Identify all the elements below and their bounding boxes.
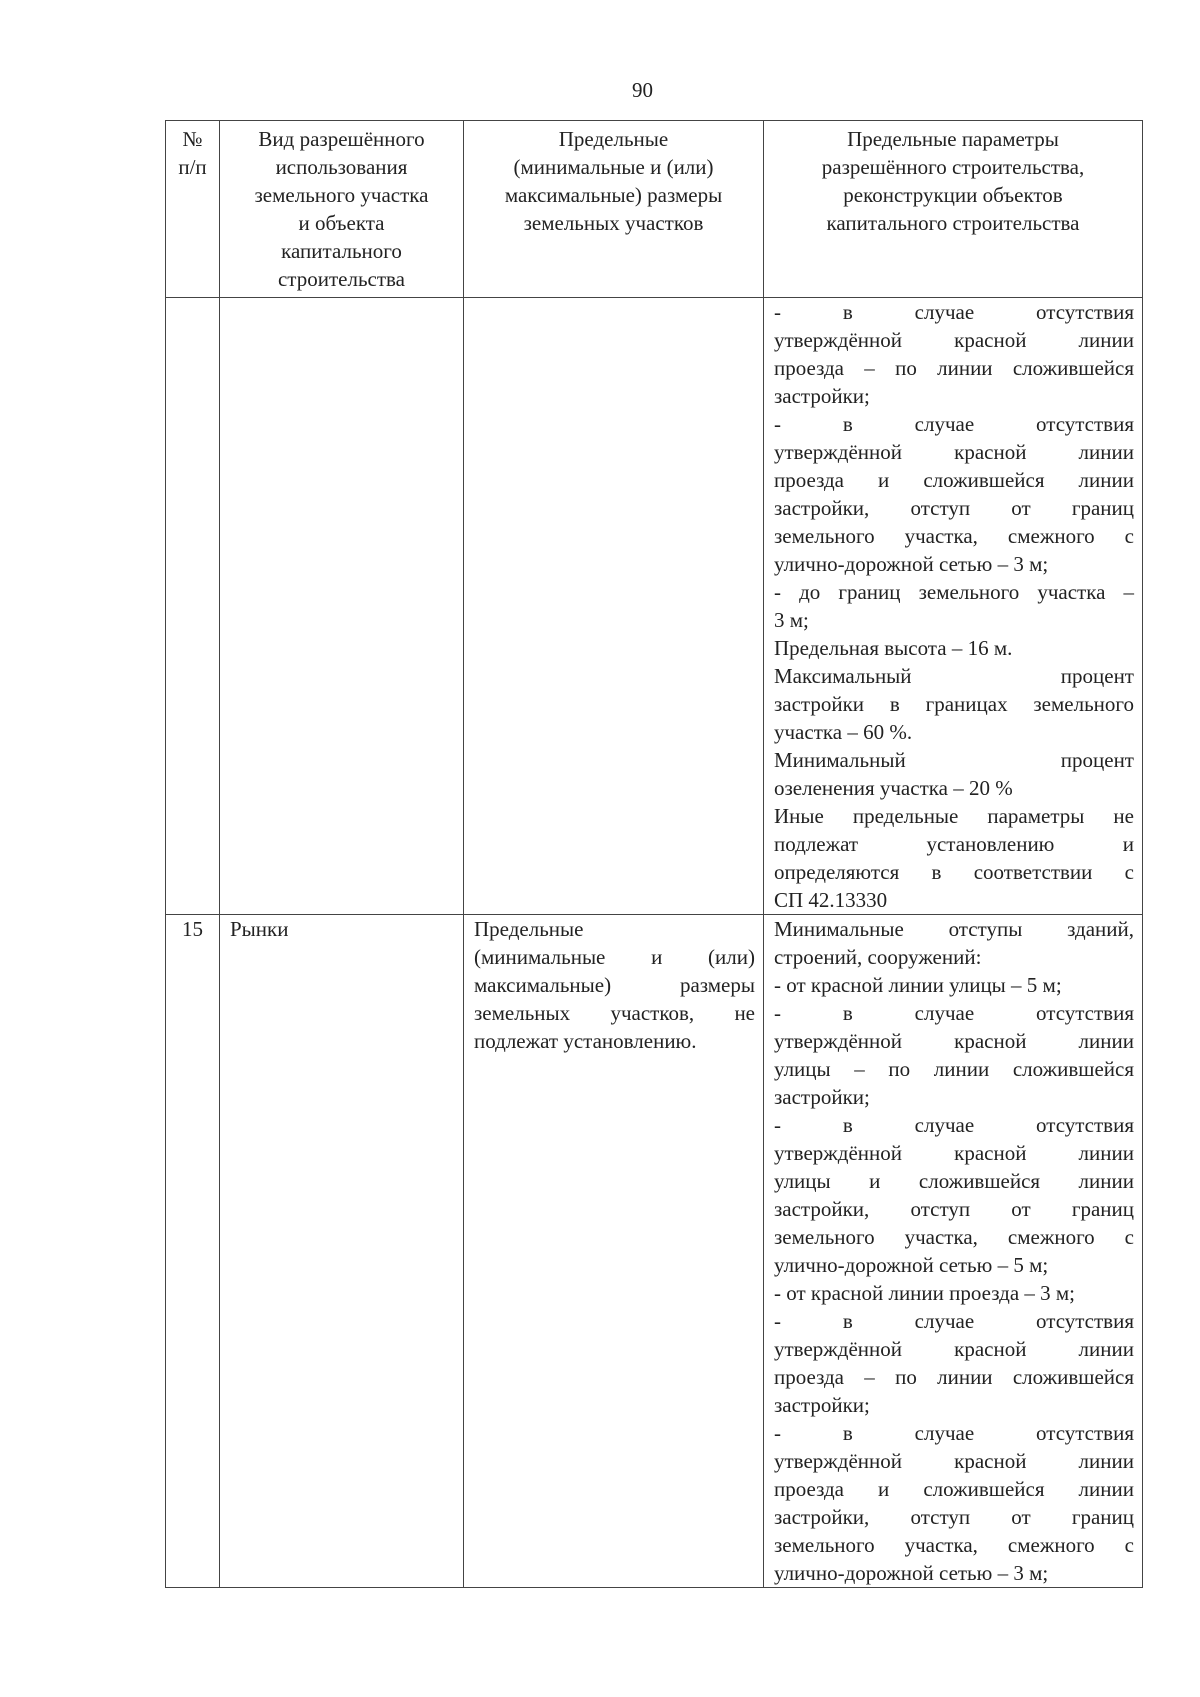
- size-text: [464, 915, 763, 1055]
- cell-text-line: земельного участка, смежного с: [774, 1533, 1134, 1557]
- cell-text-line: земельного участка, смежного с: [774, 524, 1134, 548]
- cell-text-line: 3 м;: [774, 608, 809, 632]
- header-size-line: максимальные) размеры: [504, 183, 723, 207]
- header-number: [166, 121, 220, 298]
- cell-text-line: Минимальные отступы зданий,: [774, 917, 1134, 941]
- header-use-line: земельного участка: [254, 183, 429, 207]
- header-use-line: использования: [275, 155, 408, 179]
- row-number-cell: [166, 298, 220, 915]
- cell-text-line: СП 42.13330: [774, 888, 888, 912]
- cell-text-line: улично-дорожной сетью – 3 м;: [774, 1561, 1049, 1585]
- header-construction-params: [764, 121, 1143, 298]
- header-use-line: Вид разрешённого: [258, 127, 425, 151]
- row-size-cell: [464, 915, 764, 1588]
- cell-text-line: улично-дорожной сетью – 5 м;: [774, 1253, 1049, 1277]
- cell-text-line: застройки, отступ от границ: [774, 1197, 1134, 1221]
- cell-text-line: - в случае отсутствия: [774, 1001, 1134, 1025]
- cell-text-line: застройки в границах земельного: [774, 692, 1134, 716]
- cell-text-line: - в случае отсутствия: [774, 1309, 1134, 1333]
- cell-text-line: Предельная высота – 16 м.: [774, 636, 1013, 660]
- use-text: Рынки: [230, 917, 289, 941]
- cell-text-line: максимальные) размеры: [474, 973, 755, 997]
- cell-text-line: озеленения участка – 20 %: [774, 776, 1013, 800]
- cell-text-line: - в случае отсутствия: [774, 300, 1134, 324]
- header-number-line: п/п: [178, 155, 207, 179]
- cell-text-line: Максимальный процент: [774, 664, 1134, 688]
- cell-text-line: Иные предельные параметры не: [774, 804, 1134, 828]
- cell-text-line: - в случае отсутствия: [774, 1113, 1134, 1137]
- header-use-line: капитального: [281, 239, 402, 263]
- header-size-line: Предельные: [558, 127, 669, 151]
- cell-text-line: застройки;: [774, 1393, 870, 1417]
- cell-text-line: - до границ земельного участка –: [774, 580, 1134, 604]
- cell-text-line: улицы и сложившейся линии: [774, 1169, 1134, 1193]
- cell-text-line: участка – 60 %.: [774, 720, 913, 744]
- cell-text-line: утверждённой красной линии: [774, 1449, 1134, 1473]
- table-row: [166, 298, 1143, 915]
- cell-text-line: улично-дорожной сетью – 3 м;: [774, 552, 1049, 576]
- table-header-row: [166, 121, 1143, 298]
- cell-text-line: проезда – по линии сложившейся: [774, 1365, 1134, 1389]
- cell-text-line: утверждённой красной линии: [774, 328, 1134, 352]
- row-size-cell: [464, 298, 764, 915]
- cell-text-line: - от красной линии проезда – 3 м;: [774, 1281, 1076, 1305]
- cell-text-line: - в случае отсутствия: [774, 412, 1134, 436]
- cell-text-line: утверждённой красной линии: [774, 1029, 1134, 1053]
- header-size-line: земельных участков: [523, 211, 704, 235]
- cell-text-line: застройки;: [774, 1085, 870, 1109]
- cell-text-line: подлежат установлению.: [474, 1029, 697, 1053]
- cell-text-line: проезда – по линии сложившейся: [774, 356, 1134, 380]
- header-plot-sizes: [464, 121, 764, 298]
- row-params-cell: [764, 915, 1143, 1588]
- header-number-line: №: [182, 127, 203, 151]
- row-use-cell: [220, 915, 464, 1588]
- cell-text-line: застройки, отступ от границ: [774, 1505, 1134, 1529]
- regulations-table: [165, 120, 1143, 1588]
- cell-text-line: земельных участков, не: [474, 1001, 755, 1025]
- header-size-line: (минимальные и (или): [513, 155, 714, 179]
- cell-text-line: утверждённой красной линии: [774, 440, 1134, 464]
- page-number: 90: [632, 78, 653, 102]
- cell-text-line: подлежат установлению и: [774, 832, 1134, 856]
- header-land-use: [220, 121, 464, 298]
- cell-text-line: улицы – по линии сложившейся: [774, 1057, 1134, 1081]
- params-text: [764, 915, 1142, 1587]
- header-params-line: реконструкции объектов: [843, 183, 1063, 207]
- cell-text-line: (минимальные и (или): [474, 945, 755, 969]
- cell-text-line: проезда и сложившейся линии: [774, 1477, 1134, 1501]
- header-use-line: строительства: [277, 267, 405, 291]
- cell-text-line: Предельные: [474, 917, 584, 941]
- header-use-line: и объекта: [298, 211, 385, 235]
- cell-text-line: - в случае отсутствия: [774, 1421, 1134, 1445]
- cell-text-line: утверждённой красной линии: [774, 1141, 1134, 1165]
- header-params-line: Предельные параметры: [847, 127, 1059, 151]
- cell-text-line: определяются в соответствии с: [774, 860, 1134, 884]
- cell-text-line: застройки, отступ от границ: [774, 496, 1134, 520]
- cell-text-line: строений, сооружений:: [774, 945, 982, 969]
- header-params-line: разрешённого строительства,: [821, 155, 1085, 179]
- header-params-line: капитального строительства: [826, 211, 1080, 235]
- table-row: [166, 915, 1143, 1588]
- cell-text-line: утверждённой красной линии: [774, 1337, 1134, 1361]
- cell-text-line: - от красной линии улицы – 5 м;: [774, 973, 1062, 997]
- cell-text-line: застройки;: [774, 384, 870, 408]
- params-text: [764, 298, 1142, 914]
- row-use-cell: [220, 298, 464, 915]
- row-number-cell: 15: [166, 915, 220, 1588]
- row-params-cell: [764, 298, 1143, 915]
- cell-text-line: Минимальный процент: [774, 748, 1134, 772]
- cell-text-line: земельного участка, смежного с: [774, 1225, 1134, 1249]
- cell-text-line: проезда и сложившейся линии: [774, 468, 1134, 492]
